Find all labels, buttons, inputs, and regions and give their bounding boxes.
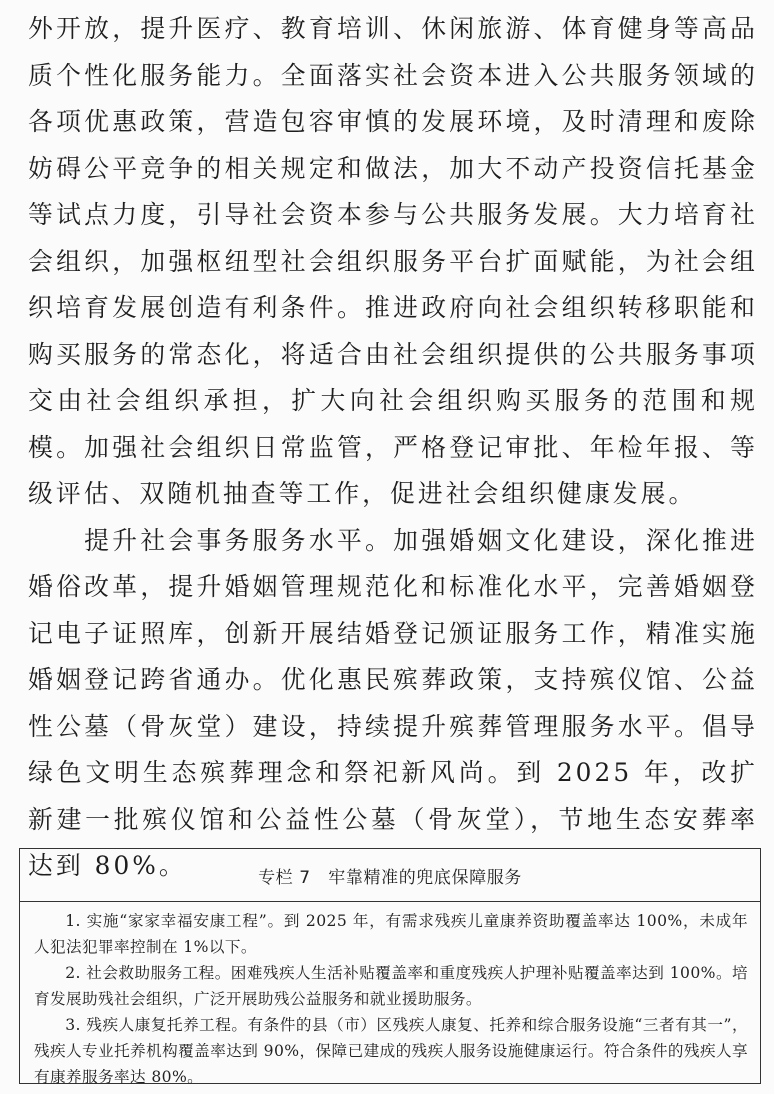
paragraph-1: 外开放，提升医疗、教育培训、休闲旅游、体育健身等高品质个性化服务能力。全面落实社会资本进入公共服务领域的各项优惠政策，营造包容审慎的发展环境，及时清理和废除妨碍公平竞争的相关规定和做法，加大不动产投资信托基金等试点力度，引导社会资本参与公共服务发展。大力培育社会组织，加强枢纽型社会组织服务平台扩面赋能，为社会组织培育发展创造有利条件。推进政府向社会组织转移职能和购买服务的常态化，将适合由社会组织提供的公共服务事项交由社会组织承担，扩大向社会组织购买服务的范围和规模。加强社会组织日常监管，严格登记审批、年检年报、等级评估、双随机抽查等工作，促进社会组织健康发展。 [28,14,758,508]
paragraph-2: 提升社会事务服务水平。加强婚姻文化建设，深化推进婚俗改革，提升婚姻管理规范化和标准化水平，完善婚姻登记电子证照库，创新开展结婚登记颁证服务工作，精准实施婚姻登记跨省通办。优化惠民殡葬政策，支持殡仪馆、公益性公墓（骨灰堂）建设，持续提升殡葬管理服务水平。倡导绿色文明生态殡葬理念和祭祀新风尚。到 2025 年，改扩新建一批殡仪馆和公益性公墓（骨灰堂），节地生态安葬率达到 80%。 [28,525,758,880]
column-item-2: 2. 社会救助服务工程。困难残疾人生活补贴覆盖率和重度残疾人护理补贴覆盖率达到 100%。培育发展助残社会组织，广泛开展助残公益服务和就业援助服务。 [34,964,748,1008]
column-box-body [20,902,760,1090]
column-box-title: 专栏 7 牢靠精准的兜底保障服务 [20,849,760,902]
column-item-3: 3. 残疾人康复托养工程。有条件的县（市）区残疾人康复、托养和综合服务设施“三者有其一”，残疾人专业托养机构覆盖率达到 90%，保障已建成的残疾人服务设施健康运行。符合条件的残疾人享有康养服务率达 80%。 [34,1016,748,1086]
column-item-1: 1. 实施“家家幸福安康工程”。到 2025 年，有需求残疾儿童康养资助覆盖率达 100%，未成年人犯法犯罪率控制在 1%以下。 [34,912,748,956]
body-text [28,6,758,890]
column-box [19,848,761,1084]
